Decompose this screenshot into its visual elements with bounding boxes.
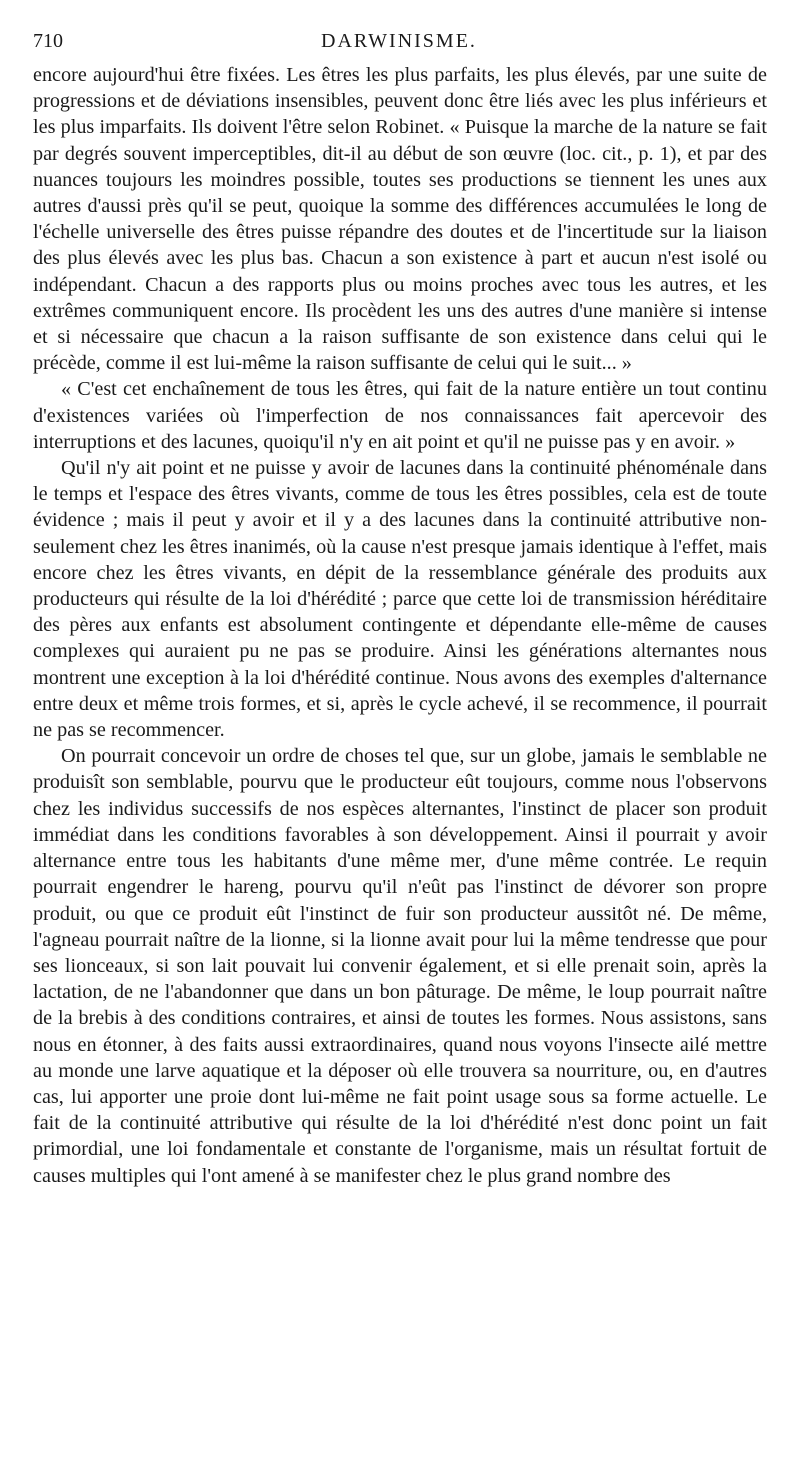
running-head: DARWINISME. <box>321 30 477 52</box>
body-text <box>33 62 767 1189</box>
paragraph: On pourrait concevoir un ordre de choses tel que, sur un globe, jamais le semblable ne produisît son semblable, pourvu que le producteur eût toujours, comme nous l'observons chez les individus successifs de nos espèces alternantes, l'instinct de placer son produit immédiat dans les conditions favorables à son développement. Ainsi il pourrait y avoir alternance entre tous les habitants d'une même mer, d'une même contrée. Le requin pourrait engendrer le hareng, pourvu qu'il n'eût pas l'instinct de dévorer son propre produit, ou que ce produit eût l'instinct de fuir son producteur aussitôt né. De même, l'agneau pourrait naître de la lionne, si la lionne avait pour lui la même tendresse que pour ses lionceaux, si son lait pouvait lui convenir également, et si elle prenait soin, après la lactation, de ne l'abandonner que dans un bon pâturage. De même, le loup pourrait naître de la brebis à des conditions contraires, et ainsi de toutes les formes. Nous assistons, sans nous en étonner, à des faits aussi extraordinaires, quand nous voyons l'insecte ailé mettre au monde une larve aquatique et la déposer où elle trouvera sa nourriture, ou, en d'autres cas, lui apporter une proie dont lui-même ne fait point usage sous sa forme actuelle. Le fait de la continuité attributive qui résulte de la loi d'hérédité n'est donc point un fait primordial, une loi fondamentale et constante de l'organisme, mais un résultat fortuit de causes multiples qui l'ont amené à se manifester chez le plus grand nombre des <box>33 745 767 1187</box>
paragraph: encore aujourd'hui être fixées. Les êtres les plus parfaits, les plus élevés, par une suite de progressions et de déviations insensibles, peuvent donc être liés avec les plus inférieurs et les plus imparfaits. Ils doivent l'être selon Robinet. « Puisque la marche de la nature se fait par degrés souvent imperceptibles, dit-il au début de son œuvre (loc. cit., p. 1), et par des nuances toujours les moindres possible, toutes ses productions se tiennent les unes aux autres d'aussi près qu'il se peut, quoique la somme des différences accumulées le long de l'échelle universelle des êtres puisse répandre des doutes et de l'incertitude sur la liaison des plus élevés avec les plus bas. Chacun a son existence à part et aucun n'est isolé ou indépendant. Chacun a des rapports plus ou moins proches avec tous les autres, et les extrêmes communiquent encore. Ils procèdent les uns des autres d'une manière si intense et si nécessaire que chacun a la raison suffisante de son existence dans celui qui le précède, comme il est lui-même la raison suffisante de celui qui le suit... » <box>33 64 767 375</box>
paragraph: Qu'il n'y ait point et ne puisse y avoir de lacunes dans la continuité phénoménale dans le temps et l'espace des êtres vivants, comme de tous les êtres possibles, cela est de toute évidence ; mais il peut y avoir et il y a des lacunes dans la continuité attributive non-seulement chez les êtres inanimés, où la cause n'est presque jamais identique à l'effet, mais encore chez les êtres vivants, en dépit de la ressemblance générale des produits aux producteurs qui résulte de la loi d'hérédité ; parce que cette loi de transmission héréditaire des pères aux enfants est absolument contingente et dépendante elle-même de causes complexes qui auraient pu ne pas se produire. Ainsi les générations alternantes nous montrent une exception à la loi d'hérédité continue. Nous avons des exemples d'alternance entre deux et même trois formes, et si, après le cycle achevé, il se recommence, il pourrait ne pas se recommencer. <box>33 457 767 742</box>
paragraph: « C'est cet enchaînement de tous les êtres, qui fait de la nature entière un tout continu d'existences variées où l'imperfection de nos connaissances fait apercevoir des interruptions et des lacunes, quoiqu'il n'y en ait point et qu'il ne puisse pas y en avoir. » <box>33 378 767 453</box>
page-number: 710 <box>33 30 63 52</box>
page-header <box>33 28 765 54</box>
